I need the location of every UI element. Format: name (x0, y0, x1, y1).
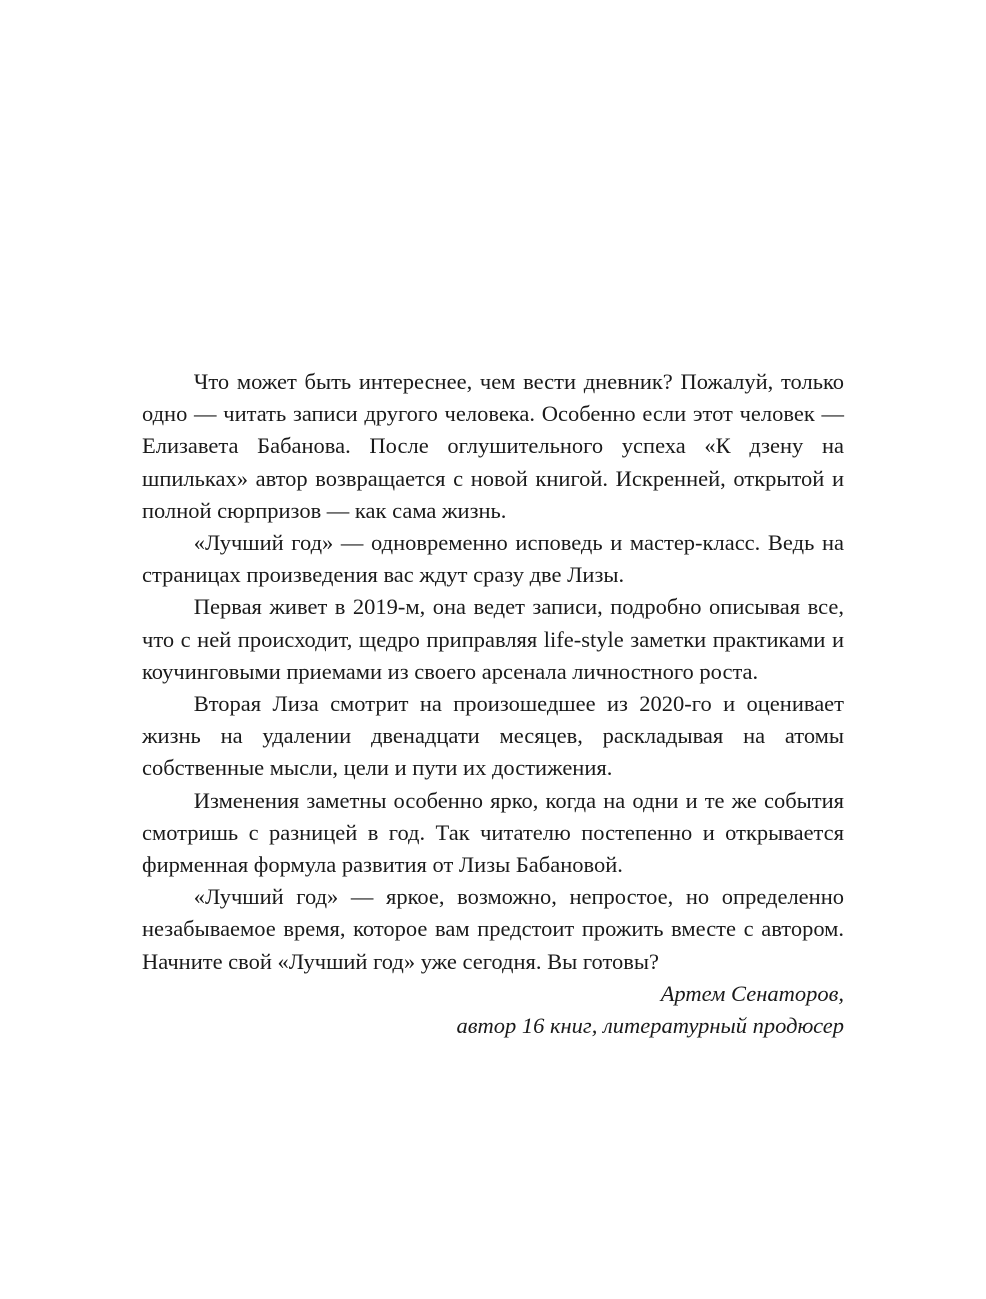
paragraph-second-liza: Вторая Лиза смотрит на произошедшее из 2020-го и оценивает жизнь на удалении двенадцати месяцев, раскладывая на атомы собственные мысли, цели и пути их достижения. (142, 691, 844, 781)
paragraph-closing: «Лучший год» — яркое, возможно, непростое, но определенно незабываемое время, которое вам предстоит прожить вместе с автором. Начните свой «Лучший год» уже сегодня. Вы готовы? (142, 884, 844, 974)
paragraph-first-liza: Первая живет в 2019-м, она ведет записи, подробно описывая все, что с ней происходит, щедро приправляя life-style заметки практиками и коучинговыми приемами из своего арсенала личностного роста. (142, 594, 844, 684)
paragraph-changes: Изменения заметны особенно ярко, когда на одни и те же события смотришь с разницей в год. Так читателю постепенно и открывается фирменная формула развития от Лизы Бабановой. (142, 787, 844, 878)
paragraph-intro: Что может быть интереснее, чем вести дневник? Пожалуй, только одно — читать записи другого человека. Особенно если этот человек — Елизавета Бабанова. После оглушительного успеха «К дзену на шпильках» автор возвращается с новой книгой. Искренней, открытой и полной сюрпризов — как сама жизнь. (142, 369, 844, 523)
signature-name: Артем Сенаторов, (660, 980, 844, 1006)
annotation-text (142, 366, 844, 1042)
signature-role: автор 16 книг, литературный продюсер (456, 1013, 844, 1039)
paragraph-two-lizas: «Лучший год» — одновременно исповедь и мастер-класс. Ведь на страницах произведения вас ждут сразу две Лизы. (142, 530, 844, 588)
